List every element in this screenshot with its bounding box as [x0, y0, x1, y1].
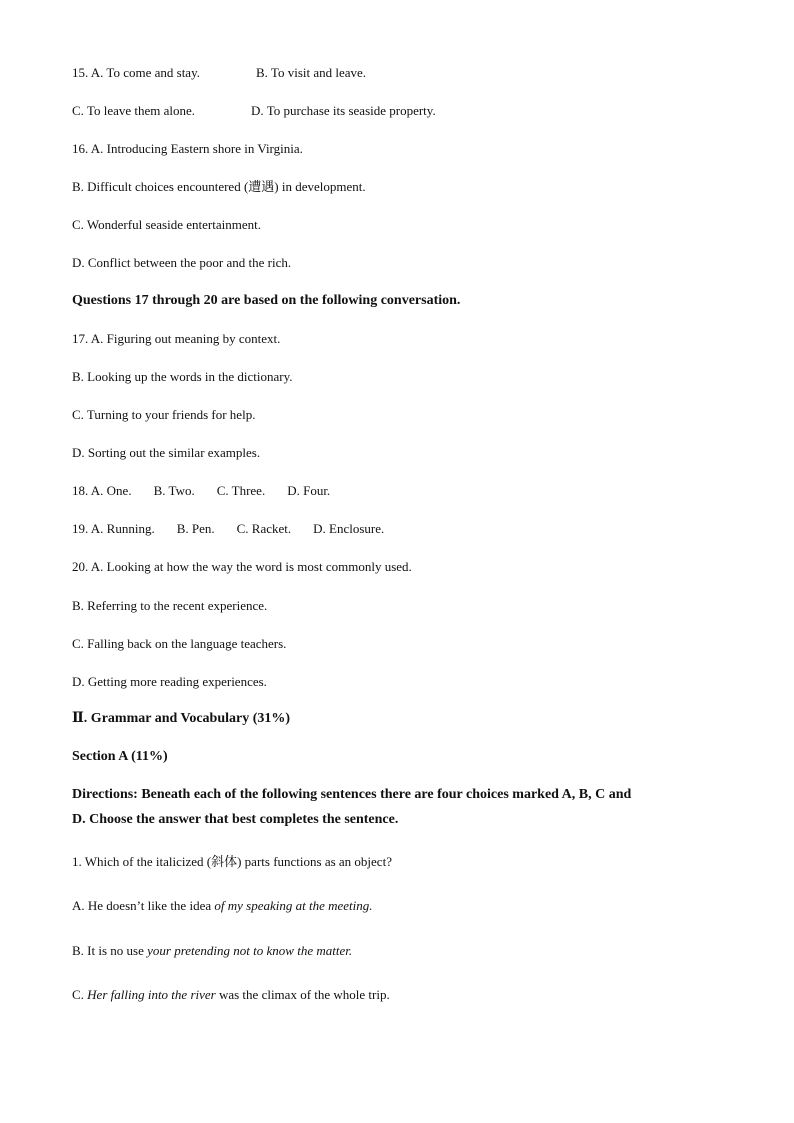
option-c-text: was the climax of the whole trip. — [215, 987, 390, 1002]
option-b-italic-part: your pretending not to know the matter. — [147, 943, 353, 958]
grammar-q1-option-b — [72, 943, 352, 959]
q20-option-c: C. Falling back on the language teachers. — [72, 636, 287, 651]
q15-option-a: 15. A. To come and stay. — [72, 65, 200, 80]
q20-option-a: 20. A. Looking at how the way the word is most commonly used. — [72, 559, 412, 574]
question-19-row — [72, 521, 384, 537]
grammar-q1-option-c — [72, 987, 390, 1003]
option-c-italic-part: Her falling into the river — [87, 987, 216, 1002]
question-18-row — [72, 483, 330, 499]
q15-option-b: B. To visit and leave. — [256, 65, 367, 80]
grammar-q1-option-a — [72, 898, 373, 914]
question-15-row-2 — [72, 103, 436, 119]
q20-option-d: D. Getting more reading experiences. — [72, 674, 267, 689]
q18-option-d: D. Four. — [287, 483, 331, 498]
option-b-text: B. It is no use — [72, 943, 148, 958]
q19-option-c: C. Racket. — [236, 521, 292, 536]
q17-option-b: B. Looking up the words in the dictionary. — [72, 369, 293, 384]
q15-option-c: C. To leave them alone. — [72, 103, 196, 118]
grammar-q1-stem: 1. Which of the italicized (斜体) parts functions as an object? — [72, 854, 392, 869]
q16-option-c: C. Wonderful seaside entertainment. — [72, 217, 261, 232]
q15-option-d: D. To purchase its seaside property. — [251, 103, 436, 118]
q19-option-d: D. Enclosure. — [313, 521, 385, 536]
option-a-text: A. He doesn’t like the idea — [72, 898, 215, 913]
q20-option-b: B. Referring to the recent experience. — [72, 598, 268, 613]
option-a-italic-part: of my speaking at the meeting. — [214, 898, 373, 913]
directions-line-1: Directions: Beneath each of the following sentences there are four choices marked A, B, C and — [72, 787, 632, 802]
q18-option-b: B. Two. — [153, 483, 195, 498]
q16-option-b: B. Difficult choices encountered (遭遇) in development. — [72, 179, 366, 194]
q17-option-d: D. Sorting out the similar examples. — [72, 445, 261, 460]
q18-option-a: 18. A. One. — [72, 483, 132, 498]
question-15-row-1 — [72, 65, 366, 81]
option-c-label: C. — [72, 987, 88, 1002]
conversation-heading: Questions 17 through 20 are based on the following conversation. — [72, 293, 461, 308]
q17-option-c: C. Turning to your friends for help. — [72, 407, 256, 422]
part-2-heading: Ⅱ. Grammar and Vocabulary (31%) — [72, 711, 291, 726]
q16-option-d: D. Conflict between the poor and the rich. — [72, 255, 292, 270]
q19-option-b: B. Pen. — [176, 521, 215, 536]
q18-option-c: C. Three. — [216, 483, 266, 498]
section-a-heading: Section A (11%) — [72, 749, 168, 764]
directions-line-2: D. Choose the answer that best completes the sentence. — [72, 812, 399, 827]
q17-option-a: 17. A. Figuring out meaning by context. — [72, 331, 281, 346]
q16-option-a: 16. A. Introducing Eastern shore in Virginia. — [72, 141, 303, 156]
q19-option-a: 19. A. Running. — [72, 521, 155, 536]
